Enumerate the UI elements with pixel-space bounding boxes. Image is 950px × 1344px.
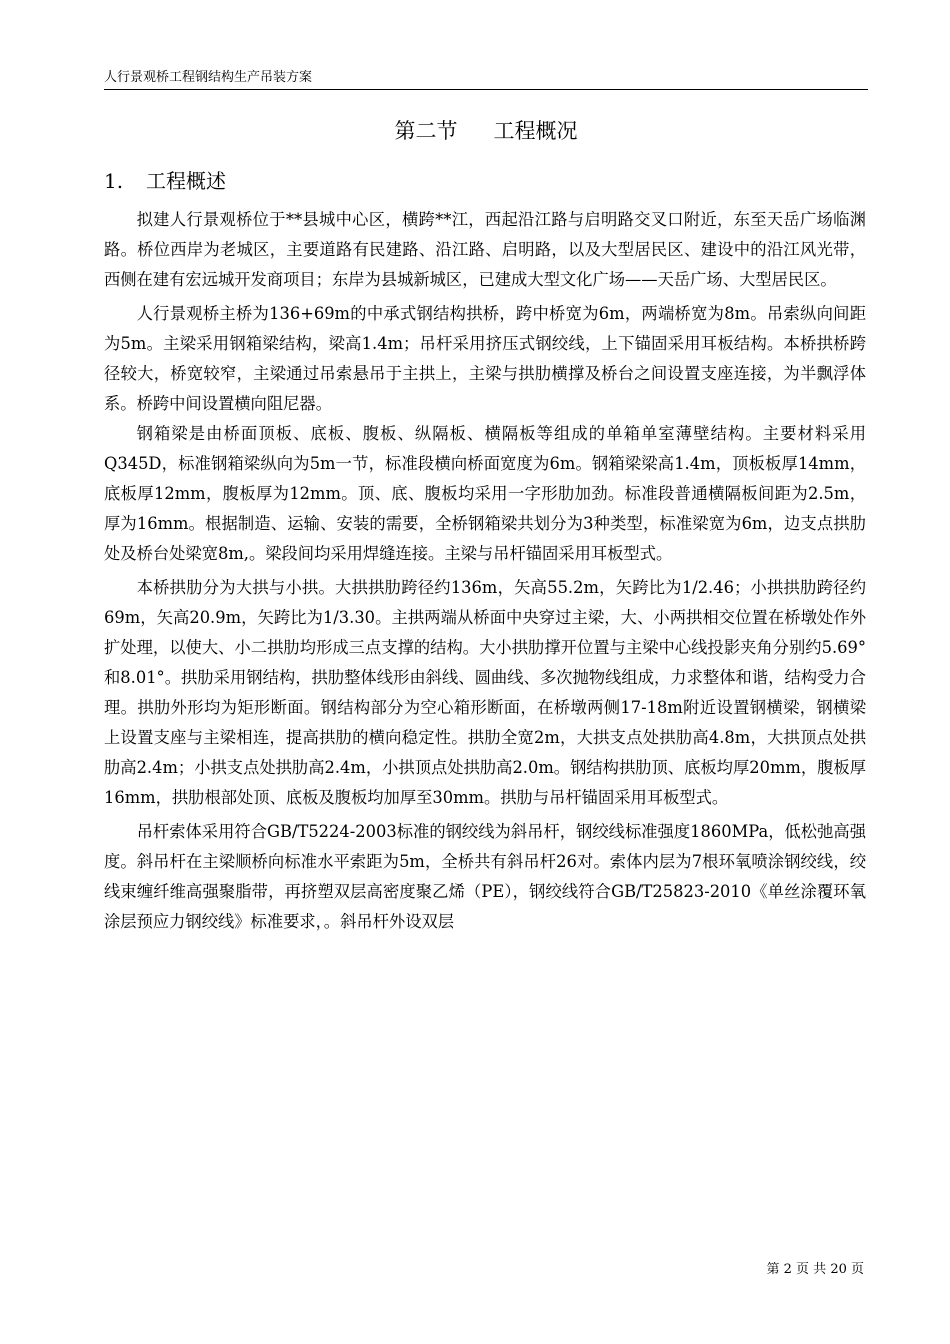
body-text [104, 205, 866, 937]
section-number: 第二节 [394, 119, 458, 143]
section-title [104, 117, 868, 145]
section-name: 工程概况 [493, 119, 578, 143]
paragraph-location: 拟建人行景观桥位于**县城中心区，横跨**江，西起沿江路与启明路交叉口附近，东至天岳广场临渊路。桥位西岸为老城区，主要道路有民建路、沿江路、启明路，以及大型居民区、建设中的沿江风光带，西侧在建有宏远城开发商项目；东岸为县城新城区，已建成大型文化广场——天岳广场、大型居民区。 [104, 210, 866, 289]
page-footer: 第 2 页 共 20 页 [766, 1262, 864, 1277]
subsection-heading [104, 167, 226, 195]
paragraph-steel-box-girder: 钢箱梁是由桥面顶板、底板、腹板、纵隔板、横隔板等组成的单箱单室薄壁结构。主要材料采用Q345D，标准钢箱梁纵向为5m一节，标准段横向桥面宽度为6m。钢箱梁梁高1.4m，顶板板厚14mm，底板厚12mm，腹板厚为12mm。顶、底、腹板均采用一字形肋加劲。标准段普通横隔板间距为2.5m，厚为16mm。根据制造、运输、安装的需要，全桥钢箱梁共划分为3种类型，标准梁宽为6m，边支点拱肋处及桥台处梁宽8m,。梁段间均采用焊缝连接。主梁与吊杆锚固采用耳板型式。 [104, 424, 866, 563]
header-rule [104, 89, 868, 90]
heading-number: 1. [104, 169, 124, 193]
heading-title: 工程概述 [146, 169, 226, 193]
paragraph-hanger: 吊杆索体采用符合GB/T5224-2003标准的钢绞线为斜吊杆，钢绞线标准强度1860MPa，低松弛高强度。斜吊杆在主梁顺桥向标准水平索距为5m，全桥共有斜吊杆26对。索体内层为7根环氧喷涂钢绞线，绞线束缠纤维高强聚脂带，再挤塑双层高密度聚乙烯（PE），钢绞线符合GB/T25823-2010《单丝涂覆环氧涂层预应力钢绞线》标准要求，。斜吊杆外设双层 [104, 822, 866, 931]
running-header: 人行景观桥工程钢结构生产吊装方案 [104, 70, 313, 85]
paragraph-main-bridge: 人行景观桥主桥为136+69m的中承式钢结构拱桥，跨中桥宽为6m，两端桥宽为8m。吊索纵向间距为5m。主梁采用钢箱梁结构，梁高1.4m；吊杆采用挤压式钢绞线，上下锚固采用耳板结构。本桥拱桥跨径较大，桥宽较窄，主梁通过吊索悬吊于主拱上，主梁与拱肋横撑及桥台之间设置支座连接，为半飘浮体系。桥跨中间设置横向阻尼器。 [104, 304, 866, 413]
paragraph-arch-rib: 本桥拱肋分为大拱与小拱。大拱拱肋跨径约136m，矢高55.2m，矢跨比为1/2.46；小拱拱肋跨径约69m，矢高20.9m，矢跨比为1/3.30。主拱两端从桥面中央穿过主梁，大、小两拱相交位置在桥墩处作外扩处理，以使大、小二拱肋均形成三点支撑的结构。大小拱肋撑开位置与主梁中心线投影夹角分别约5.69°和8.01°。拱肋采用钢结构，拱肋整体线形由斜线、圆曲线、多次抛物线组成，力求整体和谐，结构受力合理。拱肋外形均为矩形断面。钢结构部分为空心箱形断面，在桥墩两侧17-18m附近设置钢横梁，钢横梁上设置支座与主梁相连，提高拱肋的横向稳定性。拱肋全宽2m，大拱支点处拱肋高4.8m，大拱顶点处拱肋高2.4m；小拱支点处拱肋高2.4m，小拱顶点处拱肋高2.0m。钢结构拱肋顶、底板均厚20mm，腹板厚16mm，拱肋根部处顶、底板及腹板均加厚至30mm。拱肋与吊杆锚固采用耳板型式。 [104, 578, 866, 807]
